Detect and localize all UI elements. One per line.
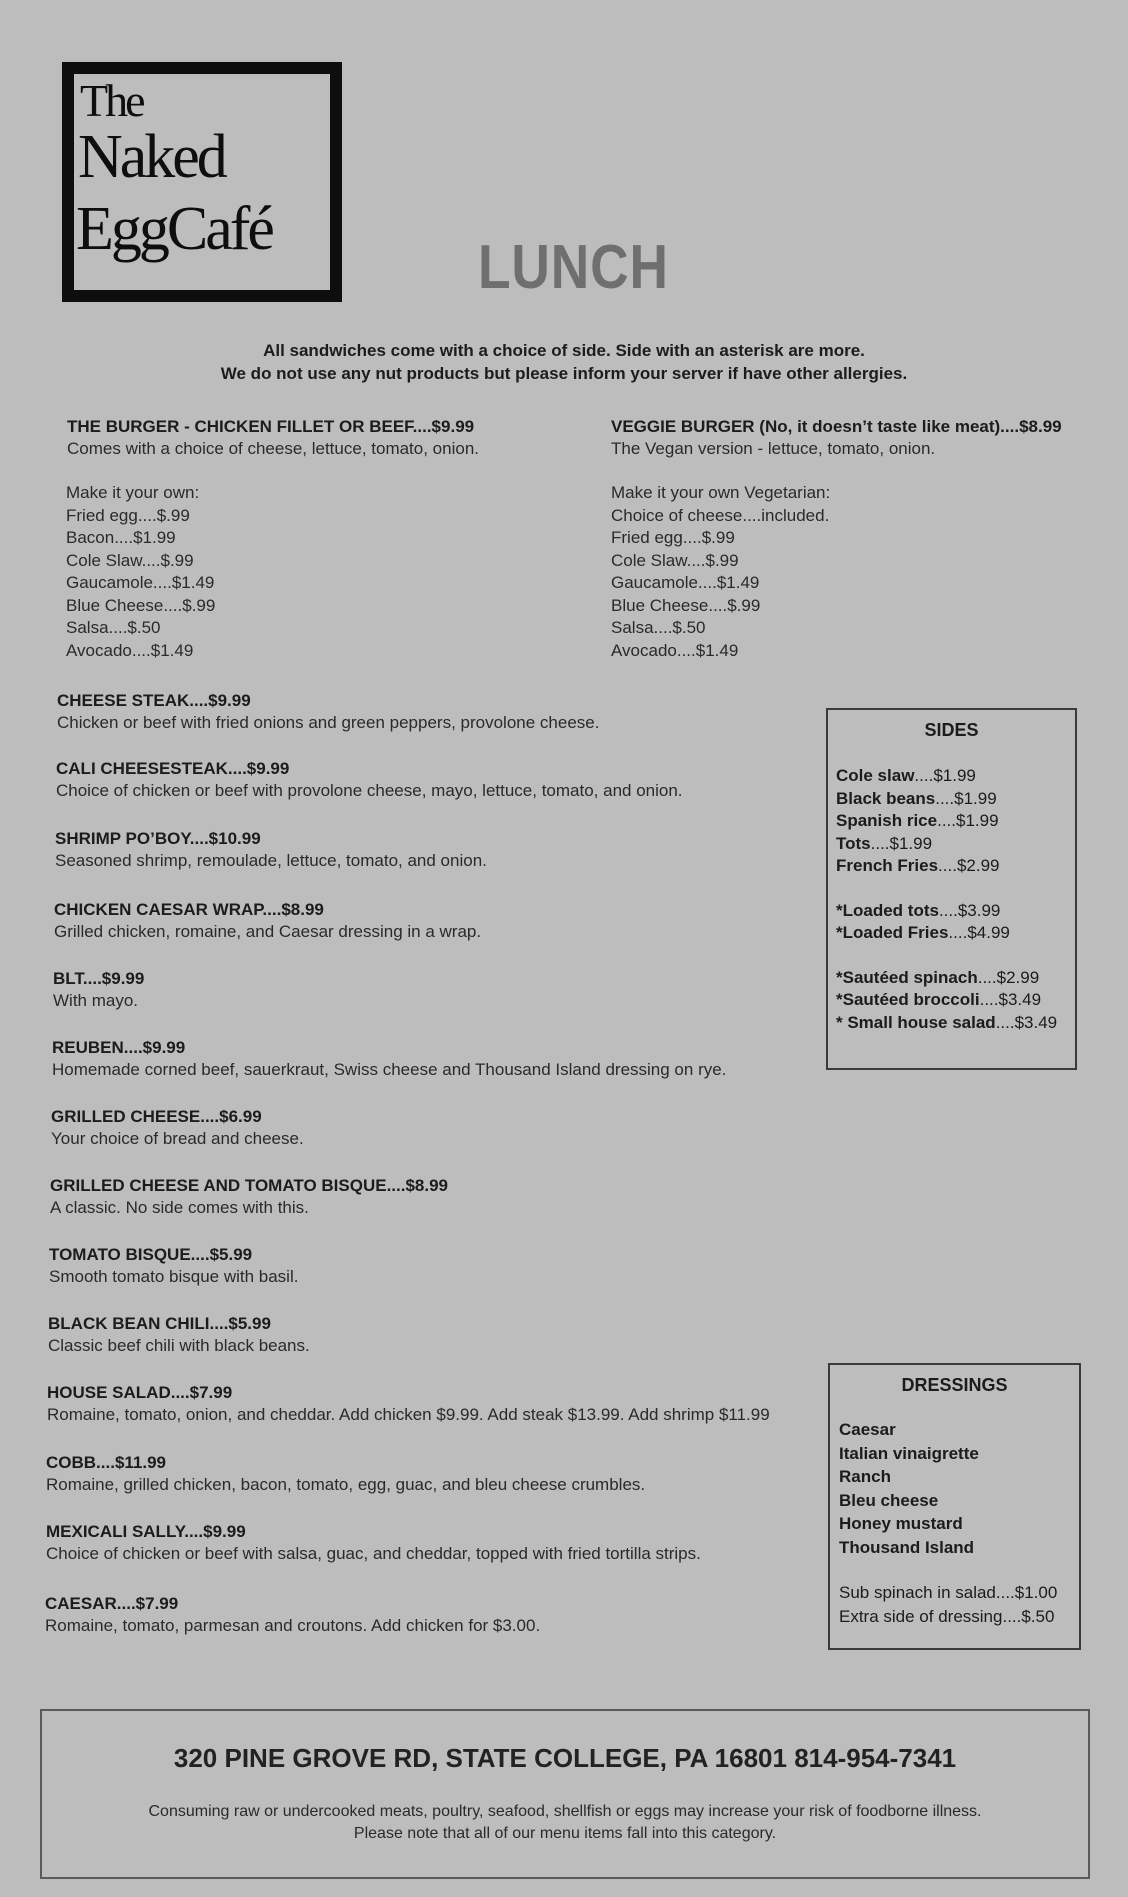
item-name: THE BURGER - CHICKEN FILLET OR BEEF....$9.99 bbox=[67, 417, 475, 436]
veggie-options bbox=[611, 482, 830, 662]
veggie-item bbox=[611, 416, 1062, 460]
menu-item bbox=[49, 1244, 298, 1288]
item-name: SHRIMP PO’BOY....$10.99 bbox=[55, 829, 261, 848]
option: Cole Slaw....$.99 bbox=[611, 550, 739, 570]
item-name: BLT....$9.99 bbox=[53, 969, 145, 988]
logo-line-2: Naked bbox=[78, 123, 225, 191]
item-desc: Chicken or beef with fried onions and green peppers, provolone cheese. bbox=[57, 713, 600, 732]
item-name: HOUSE SALAD....$7.99 bbox=[47, 1383, 233, 1402]
menu-item bbox=[48, 1313, 310, 1357]
dressing-note: Sub spinach in salad....$1.00 bbox=[839, 1583, 1058, 1602]
item-name: CAESAR....$7.99 bbox=[45, 1594, 179, 1613]
side-item: *Loaded Fries....$4.99 bbox=[836, 923, 1010, 942]
dressings-box bbox=[828, 1363, 1081, 1650]
item-desc: The Vegan version - lettuce, tomato, onion. bbox=[611, 439, 936, 458]
menu-item bbox=[55, 828, 487, 872]
item-name: CHICKEN CAESAR WRAP....$8.99 bbox=[54, 900, 324, 919]
item-desc: Grilled chicken, romaine, and Caesar dressing in a wrap. bbox=[54, 922, 482, 941]
menu-item bbox=[47, 1382, 770, 1426]
cafe-logo bbox=[62, 62, 342, 302]
side-item: Black beans....$1.99 bbox=[836, 788, 997, 808]
item-name: CALI CHEESESTEAK....$9.99 bbox=[56, 759, 290, 778]
item-desc: Your choice of bread and cheese. bbox=[51, 1129, 304, 1148]
option: Cole Slaw....$.99 bbox=[66, 550, 194, 570]
option: Salsa....$.50 bbox=[66, 618, 161, 637]
side-item: Spanish rice....$1.99 bbox=[836, 811, 999, 830]
sides-title: SIDES bbox=[924, 720, 979, 740]
side-item: Tots....$1.99 bbox=[836, 833, 933, 853]
item-name: CHEESE STEAK....$9.99 bbox=[57, 691, 251, 710]
menu-item bbox=[45, 1593, 540, 1637]
logo-line-1: The bbox=[80, 75, 143, 126]
item-desc: Comes with a choice of cheese, lettuce, tomato, onion. bbox=[67, 439, 480, 458]
item-desc: Smooth tomato bisque with basil. bbox=[49, 1267, 299, 1286]
menu-item bbox=[51, 1106, 304, 1150]
dressing-item: Bleu cheese bbox=[839, 1490, 939, 1510]
item-desc: Romaine, tomato, onion, and cheddar. Add chicken $9.99. Add steak $13.99. Add shrimp $11.99 bbox=[47, 1405, 770, 1424]
menu-item bbox=[53, 968, 144, 1012]
menu-title: LUNCH bbox=[478, 233, 669, 302]
side-item: French Fries....$2.99 bbox=[836, 856, 1000, 875]
menu-item bbox=[50, 1175, 448, 1219]
option: Gaucamole....$1.49 bbox=[66, 573, 215, 592]
item-desc: A classic. No side comes with this. bbox=[50, 1198, 309, 1217]
disclaimer-line-2: Please note that all of our menu items fall into this category. bbox=[353, 1825, 777, 1842]
logo-line-3: EggCafé bbox=[76, 195, 272, 263]
item-name: GRILLED CHEESE....$6.99 bbox=[51, 1107, 262, 1126]
dressing-item: Caesar bbox=[839, 1420, 896, 1439]
item-name: TOMATO BISQUE....$5.99 bbox=[49, 1245, 253, 1264]
burger-item bbox=[67, 416, 479, 460]
option: Bacon....$1.99 bbox=[66, 528, 176, 547]
option: Gaucamole....$1.49 bbox=[611, 573, 760, 592]
dressings-title: DRESSINGS bbox=[901, 1375, 1008, 1395]
dressing-item: Italian vinaigrette bbox=[839, 1443, 979, 1463]
dressing-item: Ranch bbox=[839, 1467, 891, 1486]
item-name: GRILLED CHEESE AND TOMATO BISQUE....$8.99 bbox=[50, 1176, 448, 1195]
menu-item bbox=[56, 758, 683, 802]
item-name: VEGGIE BURGER (No, it doesn’t taste like meat)....$8.99 bbox=[611, 417, 1062, 436]
item-desc: Romaine, tomato, parmesan and croutons. Add chicken for $3.00. bbox=[45, 1616, 541, 1635]
menu-item bbox=[46, 1521, 701, 1565]
footer-box bbox=[40, 1709, 1090, 1879]
intro-line-2: We do not use any nut products but please inform your server if have other allergies. bbox=[220, 364, 908, 383]
option: Fried egg....$.99 bbox=[66, 505, 190, 525]
item-name: REUBEN....$9.99 bbox=[52, 1038, 186, 1057]
option: Blue Cheese....$.99 bbox=[611, 595, 761, 615]
item-desc: Romaine, grilled chicken, bacon, tomato, egg, guac, and bleu cheese crumbles. bbox=[46, 1475, 646, 1494]
side-item: *Sautéed spinach....$2.99 bbox=[836, 967, 1040, 987]
item-name: COBB....$11.99 bbox=[46, 1453, 167, 1472]
option: Choice of cheese....included. bbox=[611, 505, 830, 525]
sides-box bbox=[826, 708, 1077, 1070]
option: Blue Cheese....$.99 bbox=[66, 595, 216, 615]
make-title: Make it your own: bbox=[66, 483, 200, 502]
menu-item bbox=[57, 690, 599, 734]
menu-item bbox=[54, 899, 481, 943]
intro-line-1: All sandwiches come with a choice of side. Side with an asterisk are more. bbox=[263, 341, 865, 360]
option: Avocado....$1.49 bbox=[611, 640, 739, 660]
item-desc: With mayo. bbox=[53, 991, 139, 1010]
item-name: BLACK BEAN CHILI....$5.99 bbox=[48, 1314, 271, 1333]
burger-options bbox=[66, 482, 215, 662]
side-item: Cole slaw....$1.99 bbox=[836, 766, 976, 785]
item-desc: Seasoned shrimp, remoulade, lettuce, tomato, and onion. bbox=[55, 851, 487, 870]
dressing-item: Thousand Island bbox=[839, 1537, 975, 1557]
disclaimer-line-1: Consuming raw or undercooked meats, poultry, seafood, shellfish or eggs may increase your risk of foodborne illness. bbox=[148, 1803, 982, 1820]
side-item: *Sautéed broccoli....$3.49 bbox=[836, 990, 1042, 1009]
item-desc: Classic beef chili with black beans. bbox=[48, 1336, 310, 1355]
menu-item bbox=[46, 1452, 645, 1496]
option: Salsa....$.50 bbox=[611, 618, 706, 637]
item-name: MEXICALI SALLY....$9.99 bbox=[46, 1522, 246, 1541]
side-item: * Small house salad....$3.49 bbox=[836, 1012, 1058, 1032]
footer-address: 320 PINE GROVE RD, STATE COLLEGE, PA 16801 814-954-7341 bbox=[173, 1743, 957, 1773]
menu-item bbox=[52, 1037, 726, 1081]
dressing-note: Extra side of dressing....$.50 bbox=[839, 1606, 1055, 1626]
option: Avocado....$1.49 bbox=[66, 640, 194, 660]
footer-disclaimer bbox=[42, 1801, 1088, 1845]
make-title: Make it your own Vegetarian: bbox=[611, 483, 831, 502]
option: Fried egg....$.99 bbox=[611, 528, 735, 547]
side-item: *Loaded tots....$3.99 bbox=[836, 900, 1001, 920]
item-desc: Choice of chicken or beef with salsa, guac, and cheddar, topped with fried tortilla strips. bbox=[46, 1544, 701, 1563]
dressing-item: Honey mustard bbox=[839, 1514, 963, 1533]
item-desc: Choice of chicken or beef with provolone cheese, mayo, lettuce, tomato, and onion. bbox=[56, 781, 683, 800]
item-desc: Homemade corned beef, sauerkraut, Swiss cheese and Thousand Island dressing on rye. bbox=[52, 1060, 727, 1079]
